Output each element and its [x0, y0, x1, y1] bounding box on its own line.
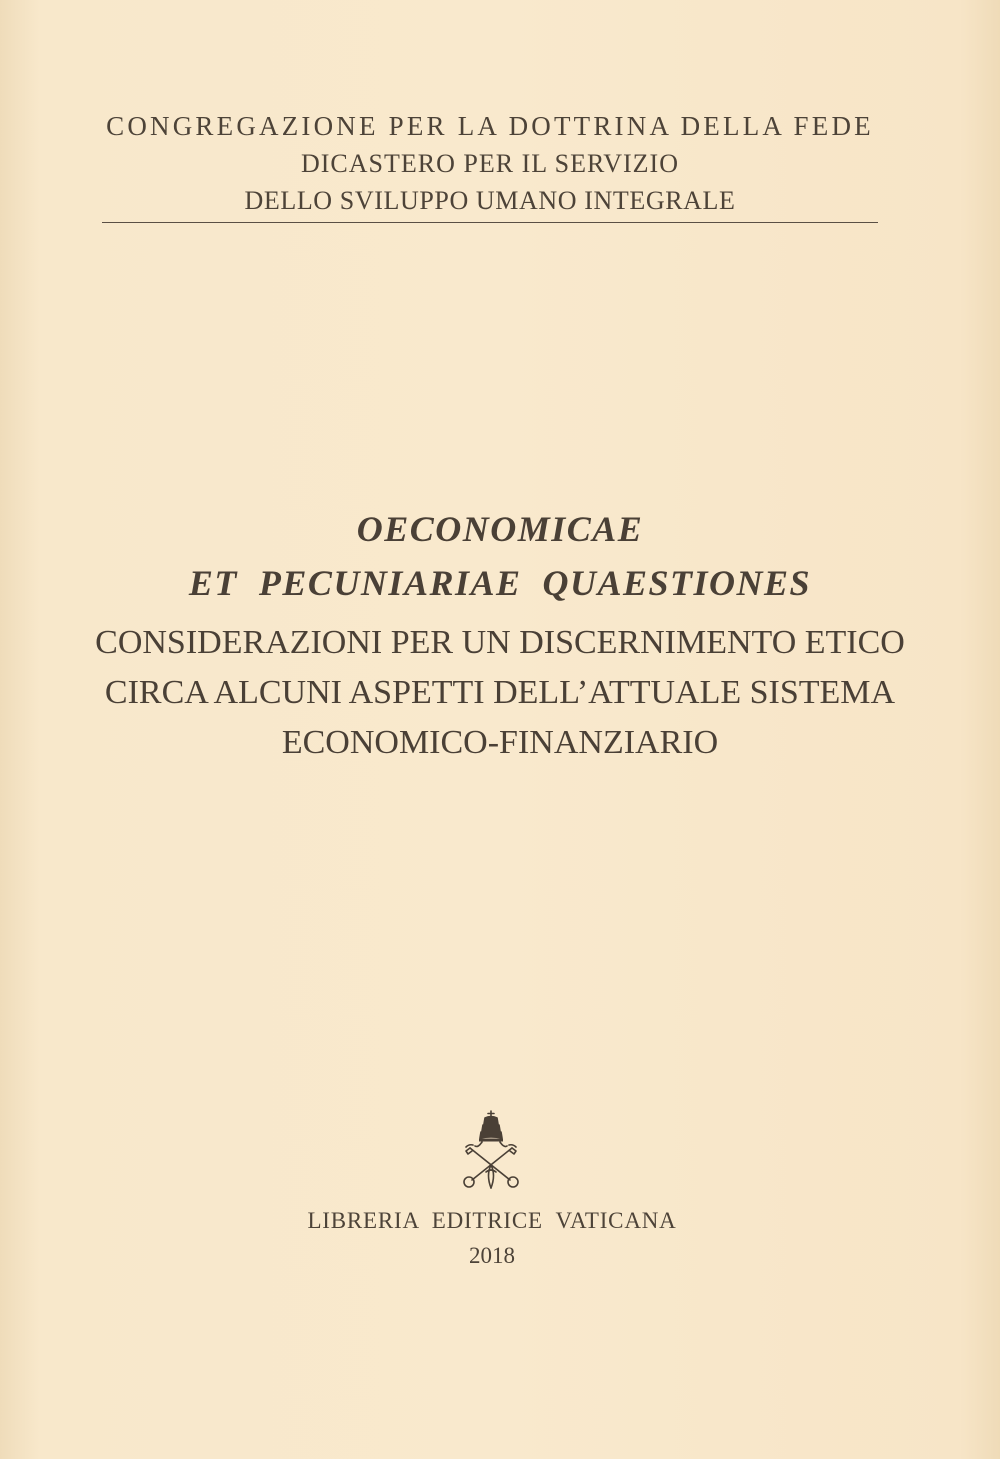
- publisher-block: [200, 1203, 784, 1273]
- publication-year: 2018: [469, 1243, 515, 1268]
- subtitle-line-3: ECONOMICO-FINANZIARIO: [281, 724, 719, 761]
- document-title: [60, 502, 940, 610]
- header-line-development: DELLO SVILUPPO UMANO INTEGRALE: [244, 186, 736, 215]
- title-line-1: OECONOMICAE: [356, 509, 644, 549]
- publisher-name: LIBRERIA EDITRICE VATICANA: [307, 1208, 677, 1233]
- document-subtitle: [60, 618, 940, 768]
- header-line-congregation: CONGREGAZIONE PER LA DOTTRINA DELLA FEDE: [106, 111, 874, 141]
- title-line-2: ET PECUNIARIAE QUAESTIONES: [188, 563, 812, 603]
- header-line-dicastery: DICASTERO PER IL SERVIZIO: [300, 149, 679, 178]
- subtitle-line-1: CONSIDERAZIONI PER UN DISCERNIMENTO ETICO: [95, 624, 905, 661]
- header-divider: [102, 222, 878, 223]
- papal-coat-of-arms-icon: [458, 1110, 524, 1190]
- subtitle-line-2: CIRCA ALCUNI ASPETTI DELL’ATTUALE SISTEMA: [104, 674, 896, 711]
- issuing-authorities: [102, 108, 878, 219]
